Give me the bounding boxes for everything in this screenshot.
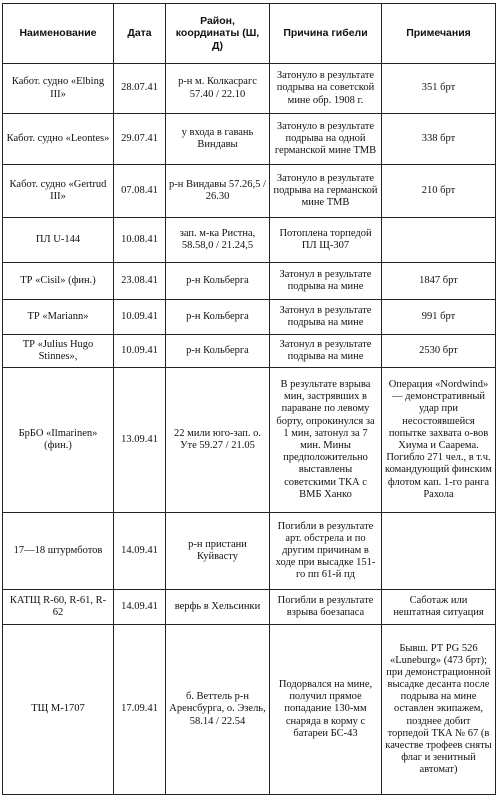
cell-cause: Подорвался на мине, получил прямое попадание 130-мм снаряда в корму с батареи БС-43: [270, 625, 382, 795]
cell-area: р-н Кольберга: [166, 263, 270, 300]
cell-cause: Затонул в результате подрыва на мине: [270, 300, 382, 335]
cell-note: Бывш. РТ PG 526 «Luneburg» (473 брт); при демонстрационной высадке десанта после подрыва на мине оставлен экипажем, позднее добит торпедой ТКА № 67 (в качестве трофеев сняты флаг и зенитный автомат): [382, 625, 496, 795]
table-row: [3, 513, 496, 590]
header-name: Наименование: [3, 4, 114, 64]
cell-note: 210 брт: [382, 165, 496, 218]
cell-area: р-н Виндавы 57.26,5 / 26.30: [166, 165, 270, 218]
cell-note: [382, 218, 496, 263]
cell-cause: Затонуло в результате подрыва на советской мине обр. 1908 г.: [270, 64, 382, 114]
cell-date: 10.09.41: [114, 335, 166, 368]
cell-name: Кабот. судно «Elbing III»: [3, 64, 114, 114]
table-row: [3, 368, 496, 513]
table-row: [3, 263, 496, 300]
header-area: Район, координаты (Ш, Д): [166, 4, 270, 64]
cell-note: 351 брт: [382, 64, 496, 114]
cell-note: 338 брт: [382, 114, 496, 165]
cell-date: 10.08.41: [114, 218, 166, 263]
cell-note: 991 брт: [382, 300, 496, 335]
cell-date: 29.07.41: [114, 114, 166, 165]
cell-date: 17.09.41: [114, 625, 166, 795]
cell-cause: В результате взрыва мин, застрявших в параване по левому борту, опрокинулся за 1 мин, затонул за 7 мин. Мины предположительно выставлены советскими ТКА с ВМБ Ханко: [270, 368, 382, 513]
cell-name: БрБО «Ilmarinen» (фин.): [3, 368, 114, 513]
cell-area: р-н Кольберга: [166, 335, 270, 368]
table-row: [3, 64, 496, 114]
cell-note: 2530 брт: [382, 335, 496, 368]
cell-date: 07.08.41: [114, 165, 166, 218]
cell-cause: Погибли в результате взрыва боезапаса: [270, 590, 382, 625]
table-row: [3, 590, 496, 625]
cell-note: 1847 брт: [382, 263, 496, 300]
cell-cause: Затонул в результате подрыва на мине: [270, 335, 382, 368]
table-header-row: [3, 4, 496, 64]
cell-note: Саботаж или нештатная ситуация: [382, 590, 496, 625]
cell-date: 23.08.41: [114, 263, 166, 300]
cell-area: 22 мили юго-зап. о. Уте 59.27 / 21.05: [166, 368, 270, 513]
cell-name: Кабот. судно «Gertrud III»: [3, 165, 114, 218]
cell-date: 14.09.41: [114, 513, 166, 590]
cell-note: Операция «Nordwind» — демонстративный удар при несостоявшейся попытке захвата о-вов Хиума и Саарема. Погибло 271 чел., в т.ч. командующий финским флотом кап. 1-го ранга Рахола: [382, 368, 496, 513]
header-notes: Примечания: [382, 4, 496, 64]
cell-area: р-н Кольберга: [166, 300, 270, 335]
cell-name: Кабот. судно «Leontes»: [3, 114, 114, 165]
cell-name: ТР «Cisil» (фин.): [3, 263, 114, 300]
cell-area: верфь в Хельсинки: [166, 590, 270, 625]
cell-name: ТР «Mariann»: [3, 300, 114, 335]
ship-losses-table: [2, 3, 496, 795]
cell-cause: Погибли в результате арт. обстрела и по другим причинам в ходе при высадке 151-го пп 61-й пд: [270, 513, 382, 590]
cell-cause: Затонул в результате подрыва на мине: [270, 263, 382, 300]
cell-cause: Потоплена торпедой ПЛ Щ-307: [270, 218, 382, 263]
cell-area: у входа в гавань Виндавы: [166, 114, 270, 165]
table-row: [3, 218, 496, 263]
cell-note: [382, 513, 496, 590]
header-date: Дата: [114, 4, 166, 64]
cell-date: 10.09.41: [114, 300, 166, 335]
cell-name: ТЩ М-1707: [3, 625, 114, 795]
cell-area: р-н пристани Куйвасту: [166, 513, 270, 590]
header-cause: Причина гибели: [270, 4, 382, 64]
table-row: [3, 335, 496, 368]
cell-area: р-н м. Колкасрагс 57.40 / 22.10: [166, 64, 270, 114]
cell-name: ПЛ U-144: [3, 218, 114, 263]
cell-date: 14.09.41: [114, 590, 166, 625]
cell-name: КАТЩ R-60, R-61, R-62: [3, 590, 114, 625]
table-row: [3, 300, 496, 335]
cell-cause: Затонуло в результате подрыва на германской мине ТМВ: [270, 165, 382, 218]
cell-date: 13.09.41: [114, 368, 166, 513]
table-row: [3, 165, 496, 218]
table-row: [3, 625, 496, 795]
table-row: [3, 114, 496, 165]
cell-cause: Затонуло в результате подрыва на одной германской мине ТМВ: [270, 114, 382, 165]
cell-name: 17—18 штурмботов: [3, 513, 114, 590]
cell-area: б. Веттель р-н Аренсбурга, о. Эзель, 58.14 / 22.54: [166, 625, 270, 795]
cell-date: 28.07.41: [114, 64, 166, 114]
cell-name: ТР «Julius Hugo Stinnes»,: [3, 335, 114, 368]
cell-area: зап. м-ка Ристна, 58.58,0 / 21.24,5: [166, 218, 270, 263]
